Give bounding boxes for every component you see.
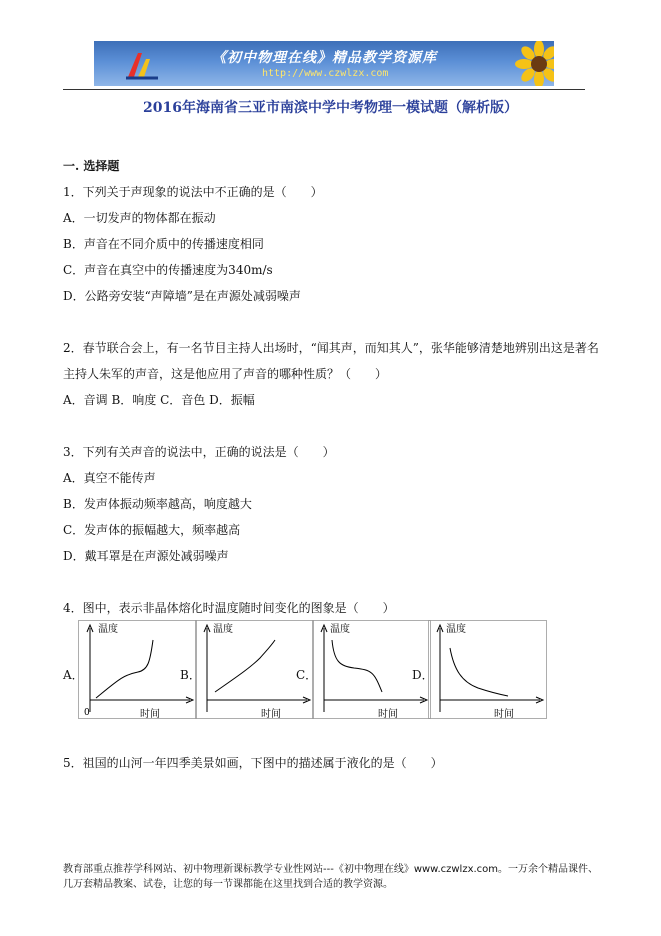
question-1-option-a: A．一切发声的物体都在振动: [63, 211, 216, 225]
page-title: 2016年海南省三亚市南滨中学中考物理一模试题（解析版）: [143, 100, 518, 116]
section-heading: 一. 选择题: [63, 159, 120, 173]
graph-c-letter: C．: [296, 668, 318, 682]
question-3-option-a: A．真空不能传声: [63, 471, 156, 485]
question-3-option-d: D．戴耳罩是在声源处减弱噪声: [63, 549, 229, 563]
banner-title: 《初中物理在线》精品教学资源库: [212, 50, 437, 66]
graph-b-letter: B．: [180, 668, 201, 682]
graph-a-xlabel: 时间: [140, 709, 160, 720]
graph-b-ylabel: 温度: [213, 624, 233, 635]
graph-c-curve: [332, 640, 382, 692]
question-3-option-c: C．发声体的振幅越大，频率越高: [63, 523, 241, 537]
graph-b-curve: [215, 640, 275, 692]
question-2-options: A．音调 B．响度 C．音色 D．振幅: [63, 393, 255, 407]
footer-line-1: 教育部重点推荐学科网站、初中物理新课标教学专业性网站---《初中物理在线》www.czwlzx.com。一万余个精品课件、: [63, 864, 599, 875]
graph-c: [312, 620, 432, 720]
question-1-option-b: B．声音在不同介质中的传播速度相同: [63, 237, 264, 251]
footer-line-2: 几万套精品教案、试卷，让您的每一节课都能在这里找到合适的教学资源。: [63, 879, 393, 890]
graph-c-ylabel: 温度: [330, 624, 350, 635]
page-footer: [63, 862, 603, 892]
question-2-stem-line1: 2．春节联合会上，有一名节目主持人出场时，“闻其声，而知其人”，张华能够清楚地辨别出这是著名: [63, 341, 599, 355]
graph-d: [428, 620, 548, 720]
graph-a-curve: [96, 640, 153, 698]
graph-a: [78, 620, 198, 720]
question-1-option-c: C．声音在真空中的传播速度为340m/s: [63, 263, 273, 277]
sunflower-icon: [514, 41, 554, 86]
graph-d-xlabel: 时间: [494, 709, 514, 720]
header-banner: [94, 41, 554, 86]
question-3-stem: 3．下列有关声音的说法中，正确的说法是（ ）: [63, 445, 335, 459]
graph-b-frame: [196, 621, 314, 719]
question-1-option-d: D．公路旁安装“声障墙”是在声源处减弱噪声: [63, 289, 301, 303]
graph-a-origin: 0: [84, 708, 90, 718]
graph-b-xlabel: 时间: [261, 709, 281, 720]
question-5-stem: 5．祖国的山河一年四季美景如画，下图中的描述属于液化的是（ ）: [63, 756, 443, 770]
question-3-option-b: B．发声体振动频率越高，响度越大: [63, 497, 252, 511]
graph-a-ylabel: 温度: [98, 624, 118, 635]
graph-b: [195, 620, 318, 720]
graph-c-frame: [313, 621, 431, 719]
question-1-stem: 1．下列关于声现象的说法中不正确的是（ ）: [63, 185, 323, 199]
question-4-stem: 4．图中，表示非晶体熔化时温度随时间变化的图象是（ ）: [63, 601, 395, 615]
graph-d-letter: D．: [412, 668, 434, 682]
graph-d-frame: [429, 621, 547, 719]
graph-d-curve: [450, 648, 508, 696]
banner-url[interactable]: http://www.czwlzx.com: [262, 68, 389, 79]
graph-c-xlabel: 时间: [378, 709, 398, 720]
graph-a-frame: [79, 621, 197, 719]
site-logo-icon: [124, 47, 160, 81]
graph-d-ylabel: 温度: [446, 624, 466, 635]
header-rule: [63, 89, 585, 90]
question-2-stem-line2: 主持人朱军的声音，这是他应用了声音的哪种性质？（ ）: [63, 367, 388, 381]
graph-a-letter: A．: [63, 668, 84, 682]
